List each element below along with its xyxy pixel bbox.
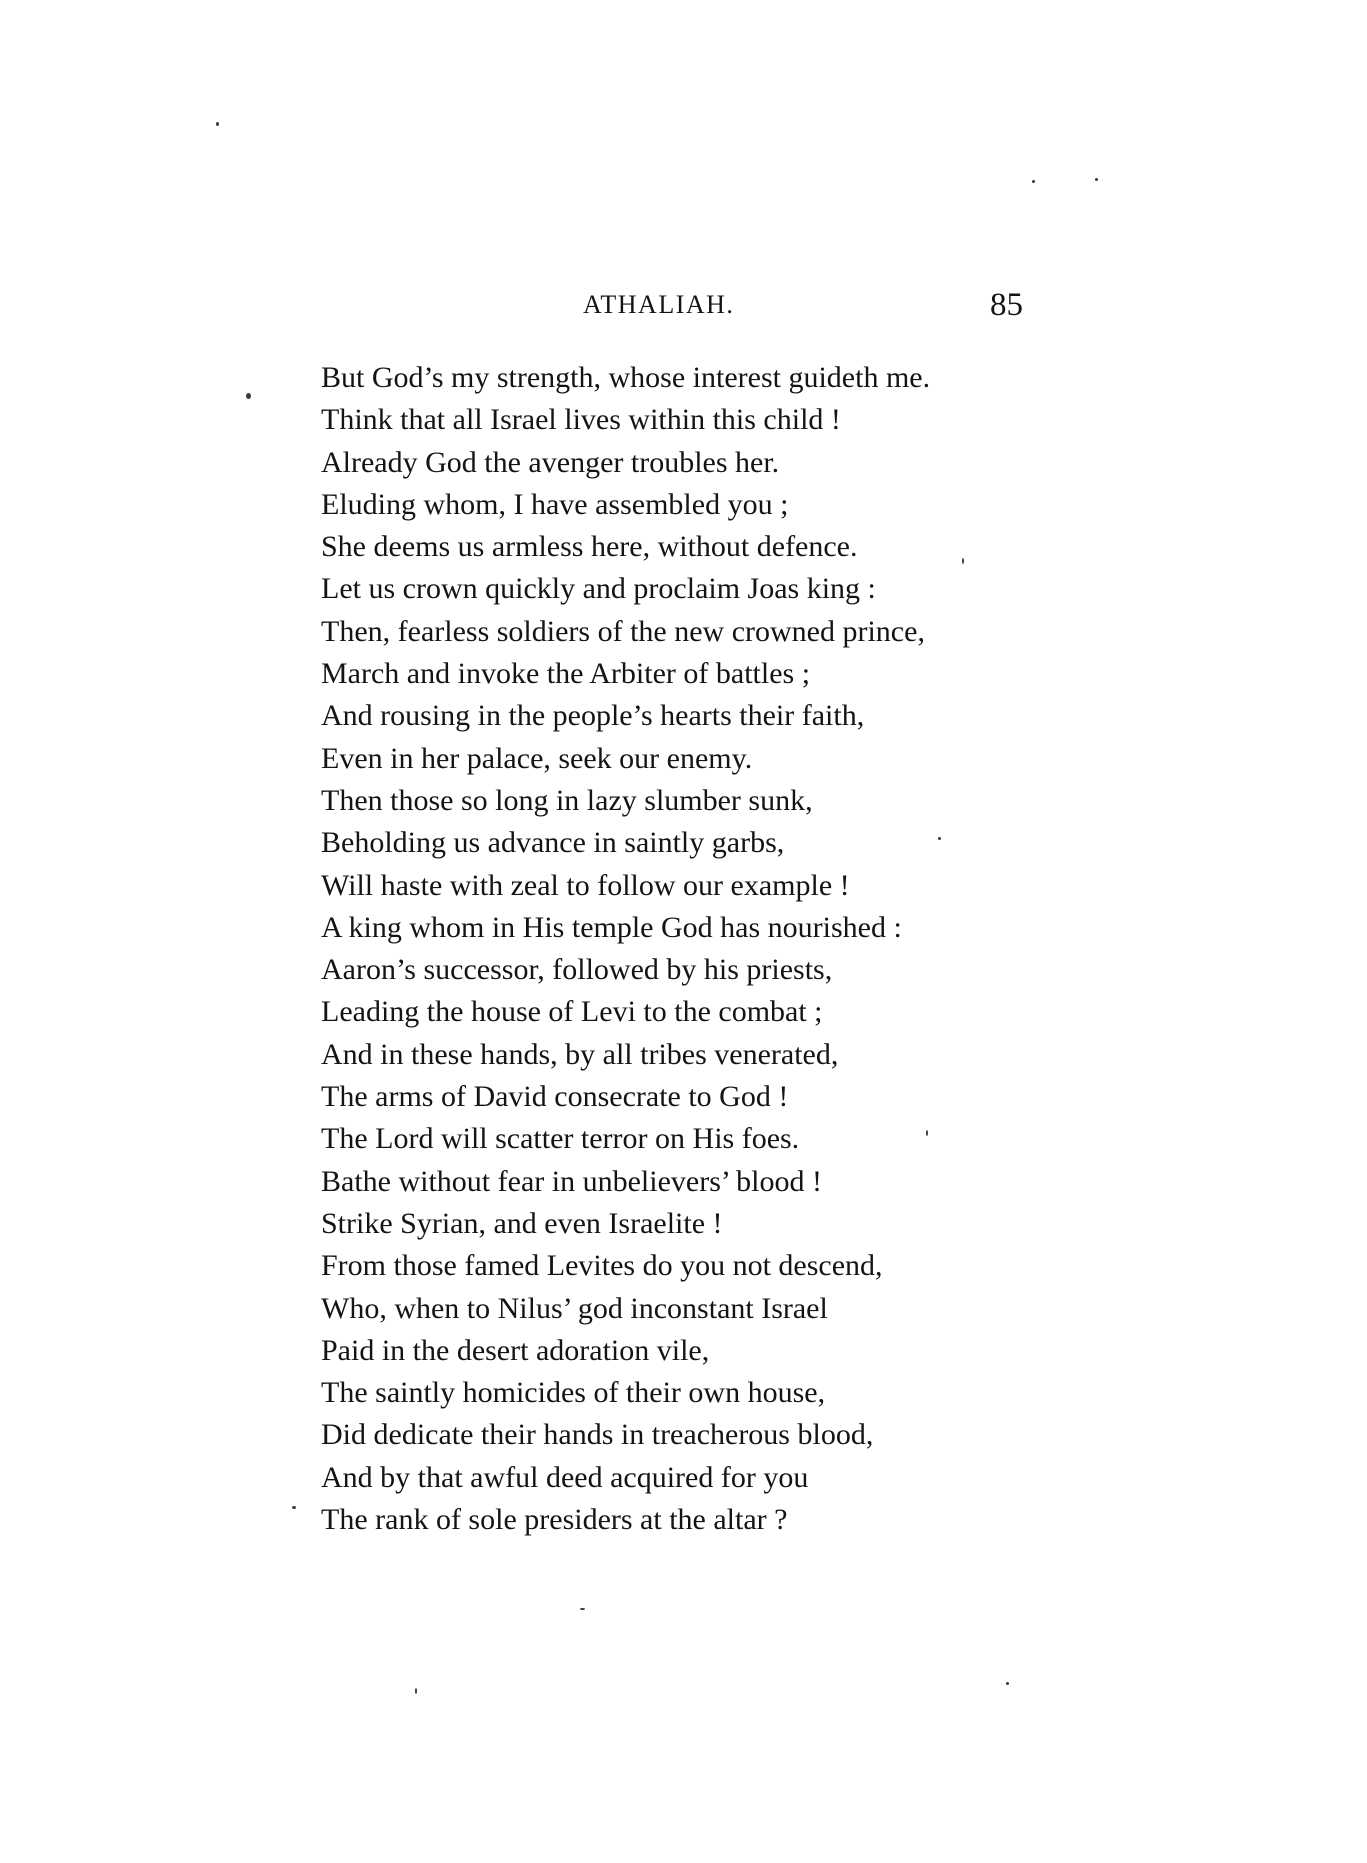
verse-line: But God’s my strength, whose interest guideth me.	[321, 361, 931, 394]
verse-line: The saintly homicides of their own house,	[321, 1376, 826, 1410]
verse-line: Let us crown quickly and proclaim Joas king :	[321, 572, 876, 606]
verse-line: And by that awful deed acquired for you	[321, 1460, 809, 1494]
running-title: ATHALIAH.	[583, 290, 735, 319]
verse-line: Who, when to Nilus’ god inconstant Israel	[321, 1291, 828, 1325]
verse-line: The arms of David consecrate to God !	[321, 1080, 789, 1114]
verse-line: And in these hands, by all tribes venerated,	[321, 1037, 839, 1071]
verse-line: Did dedicate their hands in treacherous blood,	[321, 1418, 874, 1452]
verse-line: Then, fearless soldiers of the new crowned prince,	[321, 614, 925, 648]
scan-speck	[926, 1130, 928, 1136]
scan-speck	[246, 393, 251, 399]
verse-line: And rousing in the people’s hearts their faith,	[321, 699, 865, 733]
verse-line: Even in her palace, seek our enemy.	[321, 741, 753, 775]
scan-speck	[1095, 178, 1098, 181]
running-header	[0, 287, 1367, 330]
scan-speck	[1006, 1682, 1009, 1685]
verse-line: Beholding us advance in saintly garbs,	[321, 826, 785, 860]
verse-line: Paid in the desert adoration vile,	[321, 1333, 710, 1367]
verse-block	[321, 357, 930, 1541]
verse-line: Bathe without fear in unbelievers’ blood !	[321, 1164, 822, 1198]
page-number: 85	[990, 287, 1023, 323]
verse-line: Then those so long in lazy slumber sunk,	[321, 783, 813, 817]
verse-line: The Lord will scatter terror on His foes.	[321, 1122, 800, 1156]
verse-line: March and invoke the Arbiter of battles ;	[321, 657, 811, 691]
verse-line: Strike Syrian, and even Israelite !	[321, 1206, 723, 1240]
verse-line: From those famed Levites do you not descend,	[321, 1249, 883, 1283]
verse-line: Will haste with zeal to follow our example !	[321, 868, 850, 902]
scan-speck	[216, 122, 219, 126]
verse-line: Eluding whom, I have assembled you ;	[321, 487, 789, 521]
verse-line: Aaron’s successor, followed by his priests,	[321, 953, 833, 987]
verse-line: She deems us armless here, without defence.	[321, 530, 858, 564]
scan-speck	[292, 1506, 296, 1509]
verse-line: Already God the avenger troubles her.	[321, 445, 780, 479]
scan-speck	[580, 1608, 585, 1610]
scan-speck	[938, 837, 941, 840]
scan-speck	[415, 1688, 417, 1694]
verse-line: Leading the house of Levi to the combat ;	[321, 995, 823, 1029]
verse-line: Think that all Israel lives within this child !	[321, 403, 841, 437]
scan-speck	[962, 558, 964, 564]
verse-line: A king whom in His temple God has nourished :	[321, 910, 902, 944]
scan-speck	[1032, 180, 1035, 183]
verse-line: The rank of sole presiders at the altar ?	[321, 1503, 788, 1537]
